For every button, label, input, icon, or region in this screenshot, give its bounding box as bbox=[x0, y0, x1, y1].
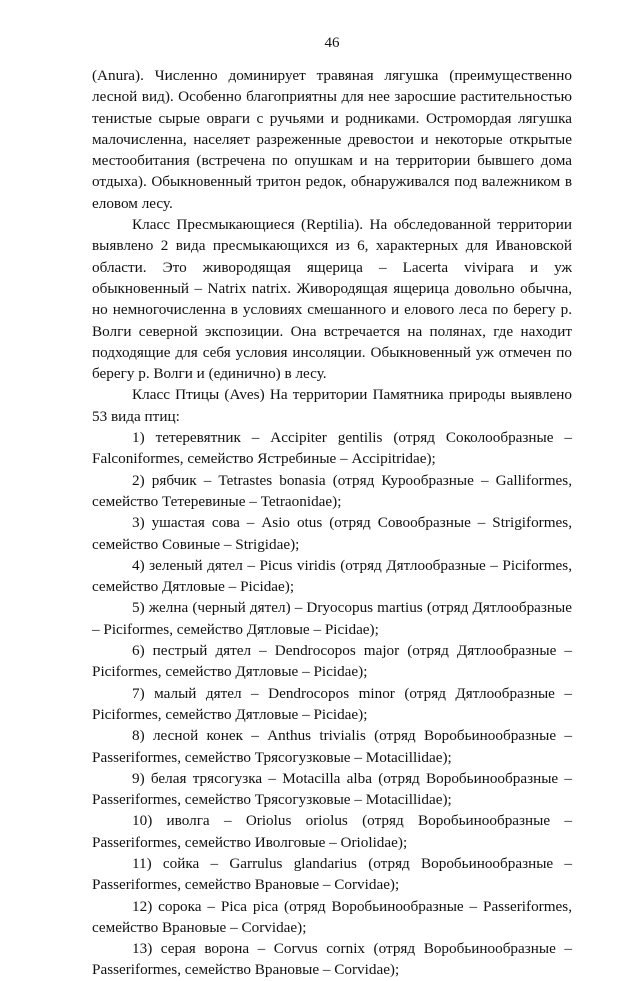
page-number: 46 bbox=[324, 35, 340, 51]
list-item: 13) серая ворона – Corvus cornix (отряд Воробьинообразные – Passeriformes, семейство Врановые – Corvidae); bbox=[92, 940, 572, 979]
page-content bbox=[92, 65, 572, 981]
paragraph-birds-intro: Класс Птицы (Aves) На территории Памятника природы выявлено 53 вида птиц: bbox=[92, 386, 572, 425]
list-item: 12) сорока – Pica pica (отряд Воробьинообразные – Passeriformes, семейство Врановые – Corvidae); bbox=[92, 897, 572, 936]
list-item: 11) сойка – Garrulus glandarius (отряд Воробьинообразные – Passeriformes, семейство Врановые – Corvidae); bbox=[92, 854, 572, 894]
list-item: 9) белая трясогузка – Motacilla alba (отряд Воробьинообразные – Passeriformes, семейство Трясогузковые – Motacillidae); bbox=[92, 769, 572, 809]
list-item: 3) ушастая сова – Asio otus (отряд Совообразные – Strigiformes, семейство Совиные – Strigidae); bbox=[92, 514, 572, 553]
list-item: 10) иволга – Oriolus oriolus (отряд Воробьинообразные – Passeriformes, семейство Иволговые – Oriolidae); bbox=[92, 812, 572, 851]
list-item: 2) рябчик – Tetrastes bonasia (отряд Курообразные – Galliformes, семейство Тетеревиные – Tetraonidae); bbox=[92, 471, 572, 510]
list-item: 8) лесной конек – Anthus trivialis (отряд Воробьинообразные – Passeriformes, семейство Трясогузковые – Motacillidae); bbox=[92, 727, 572, 766]
list-item: 4) зеленый дятел – Picus viridis (отряд Дятлообразные – Piciformes, семейство Дятловые – Picidae); bbox=[92, 556, 572, 596]
bird-species-list bbox=[92, 427, 572, 981]
paragraph-amphibians: (Anura). Численно доминирует травяная лягушка (преимущественно лесной вид). Особенно благоприятны для нее заросшие растительностью тенистые сырые овраги с ручьями и родниками. Остромордая лягушка малочисленна, населяет разреженные древостои и некоторые открытые местообитания (встречена по опушкам и на территории бывшего дома отдыха). Обыкновенный тритон редок, обнаруживался под валежником в еловом лесу. bbox=[92, 67, 572, 212]
paragraph-reptiles: Класс Пресмыкающиеся (Reptilia). На обследованной территории выявлено 2 вида пресмыкающихся из 6, характерных для Ивановской области. Это живородящая ящерица – Lacerta vivipara и уж обыкновенный – Natrix natrix. Живородящая ящерица довольно обычна, но немногочисленна в условиях смешанного и елового леса по берегу р. Волги северной экспозиции. Она встречается на полянах, где находит подходящие для себя условия инсоляции. Обыкновенный уж отмечен по берегу р. Волги и (единично) в лесу. bbox=[92, 216, 572, 383]
list-item: 6) пестрый дятел – Dendrocopos major (отряд Дятлообразные – Piciformes, семейство Дятловые – Picidae); bbox=[92, 642, 572, 681]
list-item: 7) малый дятел – Dendrocopos minor (отряд Дятлообразные – Piciformes, семейство Дятловые – Picidae); bbox=[92, 684, 572, 723]
list-item: 1) тетеревятник – Accipiter gentilis (отряд Соколообразные – Falconiformes, семейство Ястребиные – Accipitridae); bbox=[92, 429, 572, 468]
list-item: 5) желна (черный дятел) – Dryocopus martius (отряд Дятлообразные – Piciformes, семейство Дятловые – Picidae); bbox=[92, 599, 572, 638]
